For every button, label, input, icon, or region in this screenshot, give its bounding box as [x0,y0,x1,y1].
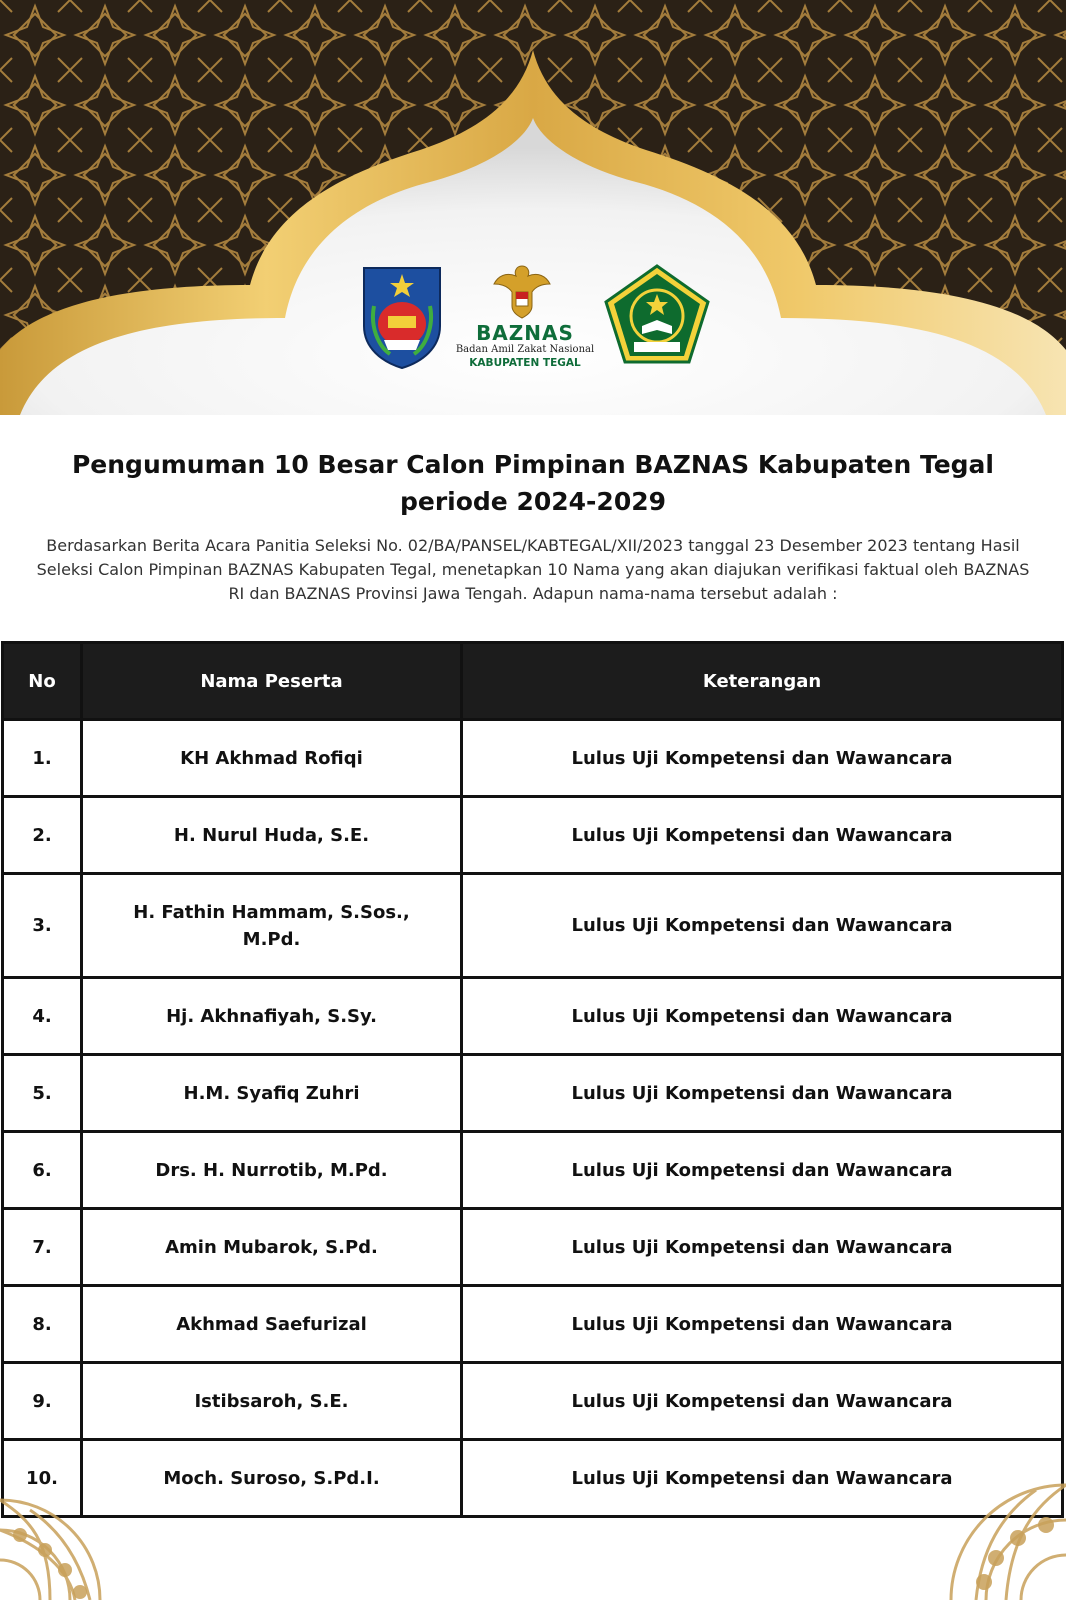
cell-name: Istibsaroh, S.E. [82,1363,462,1440]
page-title: Pengumuman 10 Besar Calon Pimpinan BAZNAS Kabupaten Tegal periode 2024-2029 [71,450,994,516]
table-row [3,1055,1063,1132]
cell-no: 6. [3,1132,82,1209]
cell-no: 9. [3,1363,82,1440]
cell-name: Amin Mubarok, S.Pd. [82,1209,462,1286]
table-row [3,1363,1063,1440]
garuda-emblem-icon [492,262,552,320]
cell-no: 10. [3,1440,82,1517]
table-row [3,720,1063,797]
mandala-ornament-right-icon [896,1430,1066,1600]
cell-note: Lulus Uji Kompetensi dan Wawancara [462,797,1063,874]
cell-no: 8. [3,1286,82,1363]
kemenag-logo-icon [604,264,710,366]
cell-no: 5. [3,1055,82,1132]
cell-name: Hj. Akhnafiyah, S.Sy. [82,978,462,1055]
table-row [3,1286,1063,1363]
cell-name: H. Fathin Hammam, S.Sos., M.Pd. [82,874,462,978]
cell-no: 7. [3,1209,82,1286]
table-row [3,797,1063,874]
column-header-no: No [3,643,82,720]
baznas-logo [450,322,600,370]
cell-name: H. Nurul Huda, S.E. [82,797,462,874]
cell-name: Drs. H. Nurrotib, M.Pd. [82,1132,462,1209]
cell-name: KH Akhmad Rofiqi [82,720,462,797]
table-row [3,874,1063,978]
cell-name: Moch. Suroso, S.Pd.I. [82,1440,462,1517]
cell-no: 1. [3,720,82,797]
cell-note: Lulus Uji Kompetensi dan Wawancara [462,1132,1063,1209]
cell-name: Akhmad Saefurizal [82,1286,462,1363]
baznas-logo-title: BAZNAS [476,321,574,345]
baznas-logo-region: KABUPATEN TEGAL [469,357,581,369]
cell-no: 2. [3,797,82,874]
intro-paragraph: Berdasarkan Berita Acara Panitia Seleksi No. 02/BA/PANSEL/KABTEGAL/XII/2023 tanggal 23 Desember 2023 tentang Hasil Seleksi Calon Pimpinan BAZNAS Kabupaten Tegal, menetapkan 10 Nama yang akan diajukan verifikasi faktual oleh BAZNAS RI dan BAZNAS Provinsi Jawa Tengah. Adapun nama-nama tersebut adalah : [36,536,1030,603]
table-row [3,978,1063,1055]
cell-note: Lulus Uji Kompetensi dan Wawancara [462,978,1063,1055]
kabupaten-tegal-crest-icon [360,266,444,370]
table-row [3,1209,1063,1286]
candidate-table [1,641,1064,1518]
cell-no: 4. [3,978,82,1055]
cell-note: Lulus Uji Kompetensi dan Wawancara [462,1209,1063,1286]
cell-note: Lulus Uji Kompetensi dan Wawancara [462,720,1063,797]
baznas-logo-subtitle: Badan Amil Zakat Nasional [455,344,595,355]
table-row [3,1132,1063,1209]
cell-note: Lulus Uji Kompetensi dan Wawancara [462,1440,1063,1517]
cell-note: Lulus Uji Kompetensi dan Wawancara [462,874,1063,978]
cell-note: Lulus Uji Kompetensi dan Wawancara [462,1363,1063,1440]
mandala-ornament-left-icon [0,1450,150,1600]
cell-no: 3. [3,874,82,978]
cell-note: Lulus Uji Kompetensi dan Wawancara [462,1286,1063,1363]
table-header-row [3,643,1063,720]
column-header-note: Keterangan [462,643,1063,720]
cell-name: H.M. Syafiq Zuhri [82,1055,462,1132]
column-header-name: Nama Peserta [82,643,462,720]
cell-note: Lulus Uji Kompetensi dan Wawancara [462,1055,1063,1132]
